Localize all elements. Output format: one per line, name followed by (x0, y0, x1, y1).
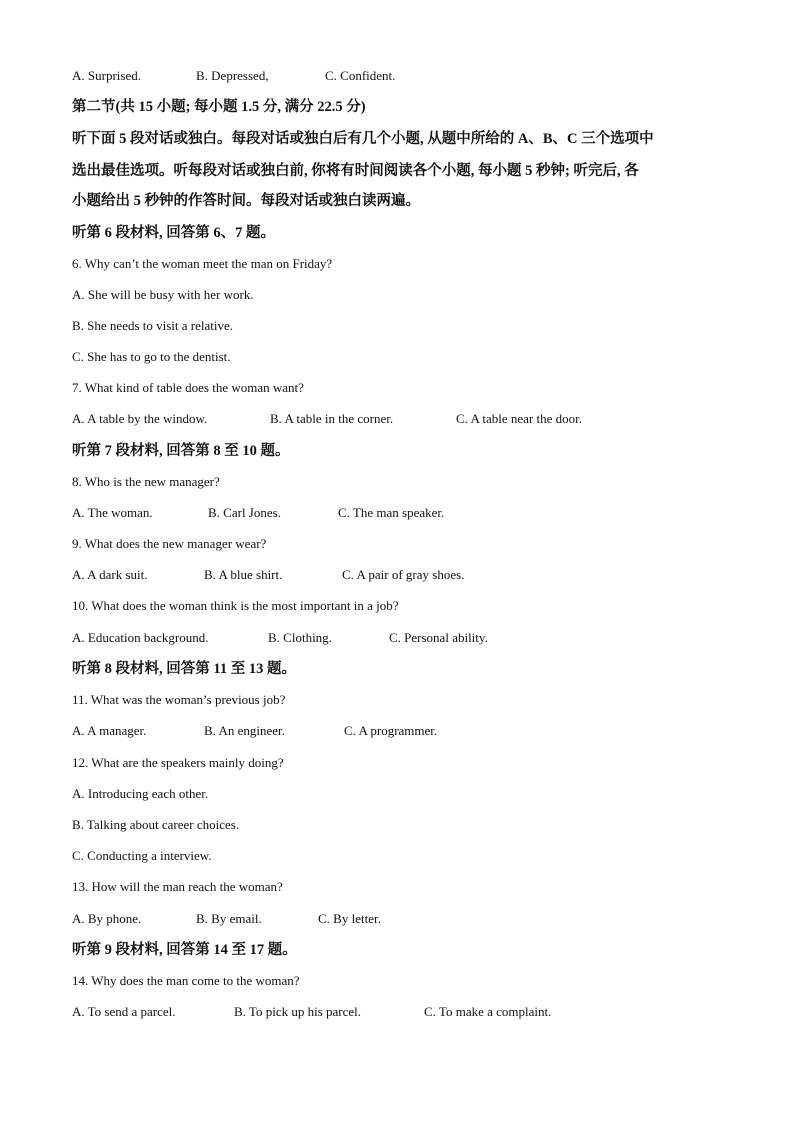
q7-question: 7. What kind of table does the woman want? (72, 380, 304, 395)
q6-option-b[interactable]: B. She needs to visit a relative. (72, 318, 234, 333)
q11-option-b[interactable]: B. An engineer. (204, 723, 285, 738)
q13-option-a[interactable]: A. By phone. (72, 911, 142, 926)
section2-instruction-line2: 选出最佳选项。听每段对话或独白前, 你将有时间阅读各个小题, 每小题 5 秒钟; 听完后, 各 (72, 163, 639, 179)
q13-option-c[interactable]: C. By letter. (318, 911, 381, 926)
part9-heading: 听第 9 段材料, 回答第 14 至 17 题。 (72, 942, 297, 958)
q9-option-c[interactable]: C. A pair of gray shoes. (342, 567, 465, 582)
part7-heading: 听第 7 段材料, 回答第 8 至 10 题。 (72, 443, 290, 459)
q12-option-a[interactable]: A. Introducing each other. (72, 786, 209, 801)
q10-option-c[interactable]: C. Personal ability. (389, 630, 488, 645)
q8-question: 8. Who is the new manager? (72, 474, 220, 489)
q11-option-c[interactable]: C. A programmer. (344, 723, 438, 738)
q6-option-a[interactable]: A. She will be busy with her work. (72, 287, 254, 302)
q6-question: 6. Why can’t the woman meet the man on Friday? (72, 256, 333, 271)
section2-instruction-line1: 听下面 5 段对话或独白。每段对话或独白后有几个小题, 从题中所给的 A、B、C 三个选项中 (72, 131, 654, 147)
part8-heading: 听第 8 段材料, 回答第 11 至 13 题。 (72, 661, 296, 677)
part6-heading: 听第 6 段材料, 回答第 6、7 题。 (72, 225, 275, 241)
q12-question: 12. What are the speakers mainly doing? (72, 755, 284, 770)
q11-option-a[interactable]: A. A manager. (72, 723, 147, 738)
section2-title: 第二节(共 15 小题; 每小题 1.5 分, 满分 22.5 分) (72, 99, 366, 115)
q10-option-b[interactable]: B. Clothing. (268, 630, 332, 645)
q13-option-b[interactable]: B. By email. (196, 911, 262, 926)
q8-option-a[interactable]: A. The woman. (72, 505, 153, 520)
q14-question: 14. Why does the man come to the woman? (72, 973, 300, 988)
q14-option-a[interactable]: A. To send a parcel. (72, 1004, 176, 1019)
q7-option-c[interactable]: C. A table near the door. (456, 411, 583, 426)
q7-option-a[interactable]: A. A table by the window. (72, 411, 208, 426)
q5-option-c[interactable]: C. Confident. (325, 68, 396, 83)
q12-option-c[interactable]: C. Conducting a interview. (72, 848, 212, 863)
q8-option-b[interactable]: B. Carl Jones. (208, 505, 281, 520)
q11-question: 11. What was the woman’s previous job? (72, 692, 286, 707)
q7-option-b[interactable]: B. A table in the corner. (270, 411, 394, 426)
q5-option-a[interactable]: A. Surprised. (72, 68, 141, 83)
q9-question: 9. What does the new manager wear? (72, 536, 267, 551)
q10-question: 10. What does the woman think is the most important in a job? (72, 598, 399, 613)
q6-option-c[interactable]: C. She has to go to the dentist. (72, 349, 231, 364)
q14-option-c[interactable]: C. To make a complaint. (424, 1004, 552, 1019)
q10-option-a[interactable]: A. Education background. (72, 630, 209, 645)
q9-option-b[interactable]: B. A blue shirt. (204, 567, 283, 582)
section2-instruction-line3: 小题给出 5 秒钟的作答时间。每段对话或独白读两遍。 (72, 193, 420, 209)
q8-option-c[interactable]: C. The man speaker. (338, 505, 445, 520)
q13-question: 13. How will the man reach the woman? (72, 879, 283, 894)
q14-option-b[interactable]: B. To pick up his parcel. (234, 1004, 362, 1019)
q12-option-b[interactable]: B. Talking about career choices. (72, 817, 240, 832)
q9-option-a[interactable]: A. A dark suit. (72, 567, 148, 582)
q5-option-b[interactable]: B. Depressed, (196, 68, 269, 83)
